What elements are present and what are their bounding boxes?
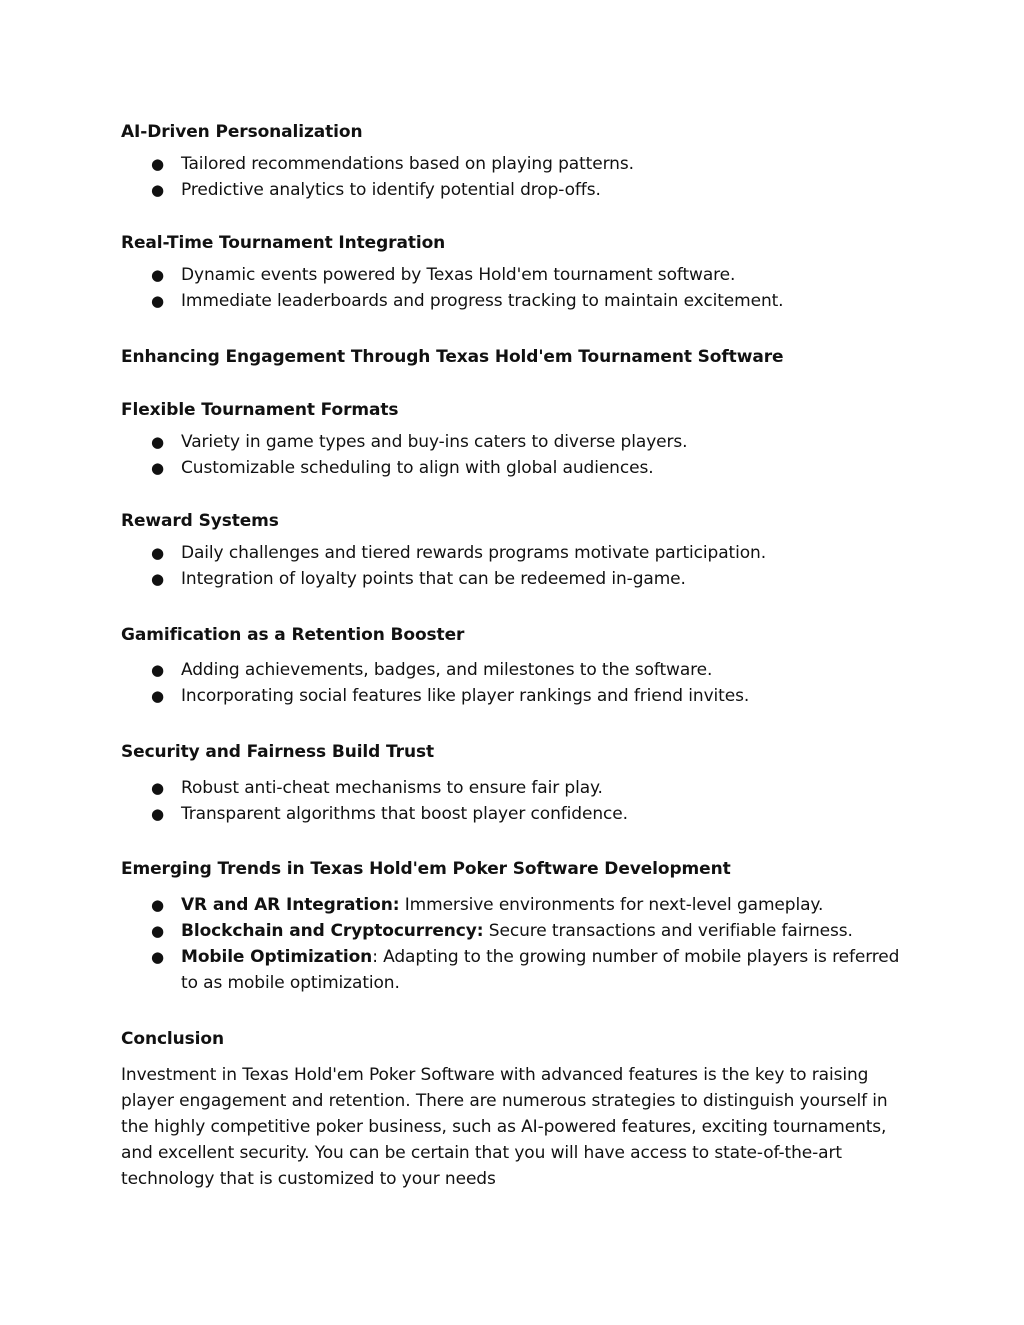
bullet-icon: ●: [151, 922, 164, 940]
bullet-icon: ●: [151, 292, 164, 310]
heading-enhancing-engagement: Enhancing Engagement Through Texas Hold'em Tournament Software: [121, 347, 784, 367]
bullet-icon: ●: [151, 181, 164, 199]
list-ai-personalization: [121, 151, 901, 203]
bullet-text: Adding achievements, badges, and milestones to the software.: [181, 660, 713, 680]
heading-reward-systems: Reward Systems: [121, 511, 279, 531]
bullet-icon: ●: [151, 570, 164, 588]
list-item: [121, 429, 901, 455]
list-item: [121, 455, 901, 481]
bullet-text: Integration of loyalty points that can be redeemed in-game.: [181, 569, 686, 589]
heading-realtime-tournament: Real-Time Tournament Integration: [121, 233, 446, 253]
list-item: [121, 288, 901, 314]
bullet-icon: ●: [151, 661, 164, 679]
bullet-icon: ●: [151, 687, 164, 705]
list-flexible-formats: [121, 429, 901, 481]
list-item: [121, 918, 901, 944]
bullet-text: Dynamic events powered by Texas Hold'em tournament software.: [181, 265, 736, 285]
bullet-text: Tailored recommendations based on playing patterns.: [181, 154, 634, 174]
bullet-text: : Adapting to the growing number of mobile players is referred to as mobile optimization.: [181, 947, 900, 993]
list-item: [121, 944, 901, 996]
list-item: [121, 177, 901, 203]
list-reward-systems: [121, 540, 901, 592]
bullet-text: Immediate leaderboards and progress tracking to maintain excitement.: [181, 291, 784, 311]
heading-flexible-formats: Flexible Tournament Formats: [121, 400, 399, 420]
list-item: [121, 892, 901, 918]
bullet-text: Secure transactions and verifiable fairness.: [483, 921, 853, 941]
bullet-text: Immersive environments for next-level gameplay.: [399, 895, 824, 915]
list-item: [121, 657, 901, 683]
bullet-text: Daily challenges and tiered rewards programs motivate participation.: [181, 543, 767, 563]
bullet-icon: ●: [151, 779, 164, 797]
bullet-icon: ●: [151, 155, 164, 173]
list-emerging-trends: [121, 892, 901, 996]
bullet-icon: ●: [151, 459, 164, 477]
bullet-lead: Mobile Optimization: [181, 947, 373, 967]
bullet-text: Transparent algorithms that boost player confidence.: [181, 804, 628, 824]
bullet-text: Customizable scheduling to align with global audiences.: [181, 458, 654, 478]
heading-conclusion: Conclusion: [121, 1029, 224, 1049]
bullet-lead: VR and AR Integration:: [181, 895, 400, 915]
bullet-text: Robust anti-cheat mechanisms to ensure fair play.: [181, 778, 603, 798]
list-item: [121, 801, 901, 827]
bullet-icon: ●: [151, 896, 164, 914]
bullet-text: Predictive analytics to identify potential drop-offs.: [181, 180, 601, 200]
bullet-text: Variety in game types and buy-ins caters to diverse players.: [181, 432, 688, 452]
bullet-icon: ●: [151, 805, 164, 823]
conclusion-paragraph: Investment in Texas Hold'em Poker Software with advanced features is the key to raising player engagement and retention. There are numerous strategies to distinguish yourself in the highly competitive poker business, such as AI-powered features, exciting tournaments, and excellent security. You can be certain that you will have access to state-of-the-art technology that is customized to your needs: [121, 1065, 888, 1189]
list-item: [121, 262, 901, 288]
list-realtime-tournament: [121, 262, 901, 314]
list-item: [121, 683, 901, 709]
list-item: [121, 540, 901, 566]
list-item: [121, 151, 901, 177]
heading-security: Security and Fairness Build Trust: [121, 742, 435, 762]
list-item: [121, 566, 901, 592]
bullet-icon: ●: [151, 948, 164, 966]
bullet-icon: ●: [151, 544, 164, 562]
bullet-lead: Blockchain and Cryptocurrency:: [181, 921, 484, 941]
list-item: [121, 775, 901, 801]
bullet-icon: ●: [151, 266, 164, 284]
list-security: [121, 775, 901, 827]
list-gamification: [121, 657, 901, 709]
bullet-icon: ●: [151, 433, 164, 451]
heading-ai-personalization: AI-Driven Personalization: [121, 122, 363, 142]
bullet-text: Incorporating social features like player rankings and friend invites.: [181, 686, 750, 706]
heading-emerging-trends: Emerging Trends in Texas Hold'em Poker Software Development: [121, 859, 731, 879]
heading-gamification: Gamification as a Retention Booster: [121, 625, 465, 645]
